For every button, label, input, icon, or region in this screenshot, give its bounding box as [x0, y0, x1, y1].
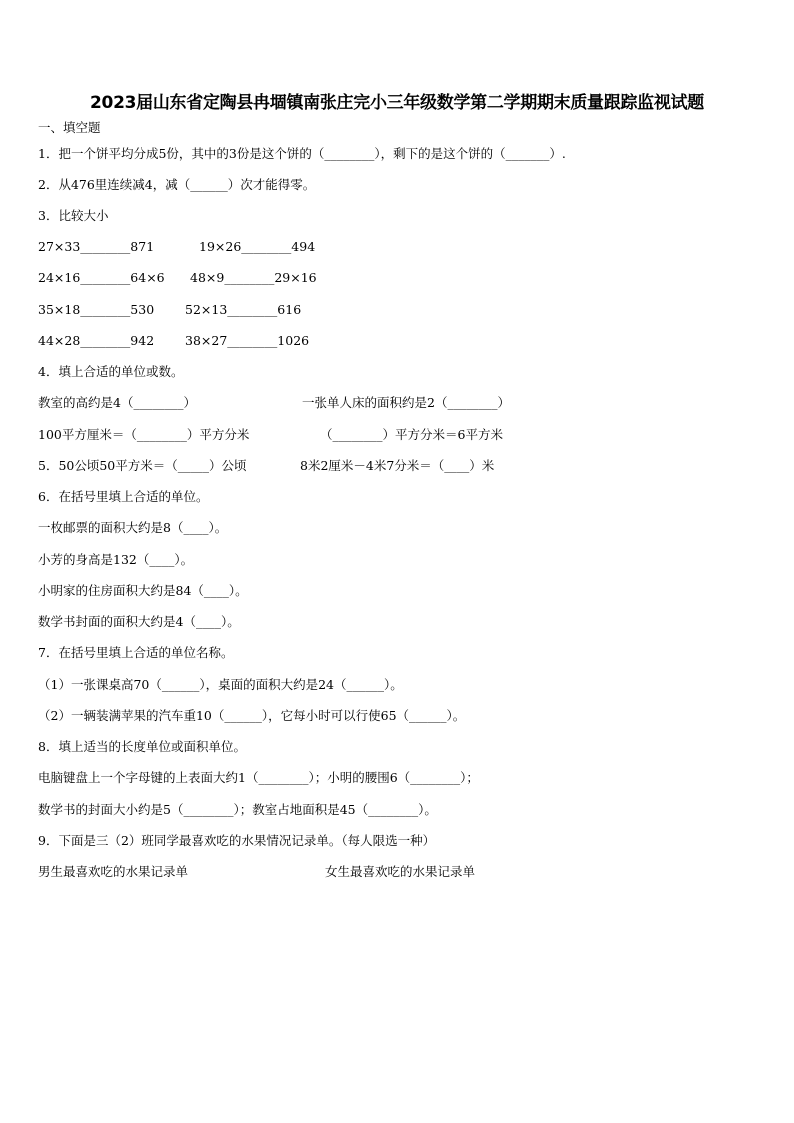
- record-sheet-label-boys: 男生最喜欢吃的水果记录单: [38, 864, 189, 879]
- record-sheet-label-girls: 女生最喜欢吃的水果记录单: [325, 864, 476, 879]
- question-5-part-1: 5．50公顷50平方米＝（_____）公顷: [38, 458, 247, 473]
- section-heading: 一、填空题: [38, 120, 101, 135]
- fill-item: （2）一辆装满苹果的汽车重10（______），它每小时可以行使65（______）。: [38, 708, 466, 723]
- fill-item: 一枚邮票的面积大约是8（____）。: [38, 520, 228, 535]
- fill-item: 小明家的住房面积大约是84（____）。: [38, 583, 248, 598]
- fill-item: 教室的高约是4（________）: [38, 395, 196, 410]
- compare-item: 35×18________530: [38, 302, 155, 317]
- fill-item: 100平方厘米＝（________）平方分米: [38, 427, 250, 442]
- question-2: 2．从476里连续减4，减（______）次才能得零。: [38, 177, 316, 192]
- compare-item: 52×13________616: [185, 302, 302, 317]
- compare-item: 24×16________64×6: [38, 270, 165, 285]
- question-4-stem: 4．填上合适的单位或数。: [38, 364, 184, 379]
- fill-item: （1）一张课桌高70（______），桌面的面积大约是24（______）。: [38, 677, 403, 692]
- compare-item: 38×27________1026: [185, 333, 310, 348]
- fill-item: 数学书封面的面积大约是4（____）。: [38, 614, 240, 629]
- question-8-stem: 8．填上适当的长度单位或面积单位。: [38, 739, 246, 754]
- compare-item: 19×26________494: [199, 239, 316, 254]
- fill-item: 数学书的封面大小约是5（________）；教室占地面积是45（________）。: [38, 802, 437, 817]
- question-6-stem: 6．在括号里填上合适的单位。: [38, 489, 209, 504]
- question-3-stem: 3．比较大小: [38, 208, 109, 223]
- question-7-stem: 7．在括号里填上合适的单位名称。: [38, 645, 234, 660]
- fill-item: （________）平方分米＝6平方米: [320, 427, 503, 442]
- compare-item: 27×33________871: [38, 239, 155, 254]
- compare-item: 48×9________29×16: [190, 270, 317, 285]
- page-title: 2023届山东省定陶县冉堌镇南张庄完小三年级数学第二学期期末质量跟踪监视试题: [90, 93, 704, 113]
- question-5-part-2: 8米2厘米－4米7分米＝（____）米: [300, 458, 495, 473]
- fill-item: 一张单人床的面积约是2（________）: [302, 395, 510, 410]
- fill-item: 电脑键盘上一个字母键的上表面大约1（________）；小明的腰围6（________）；: [38, 770, 479, 785]
- compare-item: 44×28________942: [38, 333, 155, 348]
- question-1: 1．把一个饼平均分成5份，其中的3份是这个饼的（________），剩下的是这个饼的（_______）.: [38, 146, 566, 161]
- fill-item: 小芳的身高是132（____）。: [38, 552, 194, 567]
- question-9-stem: 9．下面是三（2）班同学最喜欢吃的水果情况记录单。（每人限选一种）: [38, 833, 436, 848]
